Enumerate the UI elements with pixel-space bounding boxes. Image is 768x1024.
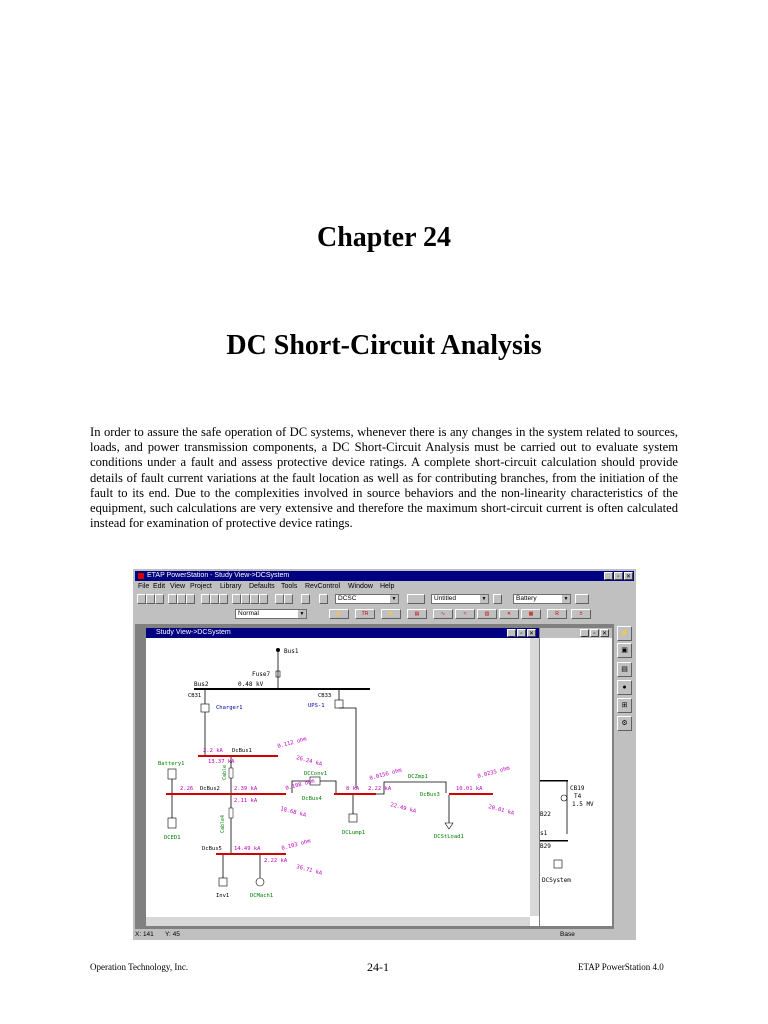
sequence-icon[interactable]: ≈ <box>455 609 475 619</box>
inv1-symbol[interactable] <box>219 878 227 886</box>
dcsystem-symbol[interactable] <box>554 860 562 868</box>
print-icon[interactable] <box>168 594 177 604</box>
right-bus2-bar[interactable] <box>540 840 568 842</box>
bus1-label: Bus1 <box>284 648 299 655</box>
report-manager-icon[interactable]: ▤ <box>407 609 427 619</box>
open-icon[interactable] <box>146 594 155 604</box>
maximize-button[interactable]: ▫ <box>614 572 623 580</box>
child-minimize-button[interactable]: _ <box>507 629 516 637</box>
right-bus-bar[interactable] <box>540 780 568 782</box>
alert-icon[interactable]: TR <box>355 609 375 619</box>
fault-icon[interactable]: ✕ <box>499 609 519 619</box>
study-case-select[interactable] <box>335 594 399 604</box>
study-view-window <box>145 627 540 927</box>
cable-symbol[interactable] <box>229 768 233 778</box>
menu-bar <box>135 582 634 592</box>
text-icon[interactable] <box>301 594 310 604</box>
pan-icon[interactable] <box>232 594 241 604</box>
help-icon[interactable] <box>319 594 328 604</box>
dcbus4-i3: 22.49 kA <box>389 802 417 815</box>
dcstload1-label: DCStLoad1 <box>434 834 464 840</box>
menu-file[interactable]: File <box>138 583 150 590</box>
status-base: Base <box>560 931 575 938</box>
dcbus5-label: DcBus5 <box>202 846 222 852</box>
dcbus3-i2: 20.01 kA <box>487 804 515 817</box>
dcbus2-i1: 2.26 <box>180 786 194 792</box>
study-view-vertical-scrollbar[interactable] <box>530 638 539 916</box>
dcbus1-i3: 26.24 kA <box>295 755 323 768</box>
chevron-down-icon: ▼ <box>481 596 487 602</box>
cable4-symbol[interactable] <box>229 808 233 818</box>
dcmach1-symbol[interactable] <box>256 878 264 886</box>
dcbus4-i1: 8 kA <box>346 786 360 792</box>
right-t4-mva: 1.5 MV <box>572 801 594 808</box>
study-view-title-bar <box>146 628 539 638</box>
device-check-icon[interactable]: ▦ <box>521 609 541 619</box>
minimize-button[interactable]: _ <box>604 572 613 580</box>
chevron-down-icon: ▼ <box>299 611 305 617</box>
dcbus2-i4: 18.68 kA <box>279 806 307 819</box>
battery-value: Battery <box>516 595 537 602</box>
study-case-value: DCSC <box>338 595 357 602</box>
plot-icon[interactable]: ∿ <box>433 609 453 619</box>
new-icon[interactable] <box>137 594 146 604</box>
dcbus4-bar[interactable] <box>334 793 376 795</box>
dcstload1-symbol[interactable] <box>445 823 453 829</box>
config-select[interactable] <box>431 594 489 604</box>
stop-icon[interactable]: ● <box>617 680 632 695</box>
check-icon[interactable] <box>284 594 293 604</box>
right-s1-label: s1 <box>540 830 548 837</box>
dcbus2-z: 0.108 ohm <box>284 778 316 792</box>
battery-edit-icon[interactable] <box>575 594 589 604</box>
app-icon <box>138 573 144 579</box>
study-view-title: Study View->DCSystem <box>156 629 231 636</box>
dcbus4-z: 0.0156 ohm <box>368 767 403 782</box>
config-edit-icon[interactable] <box>493 594 502 604</box>
menu-tools[interactable]: Tools <box>281 583 298 590</box>
zoom-report-icon[interactable]: ± <box>571 609 591 619</box>
menu-defaults[interactable]: Defaults <box>249 583 275 590</box>
app-title-bar <box>135 571 634 581</box>
close-button[interactable]: ✕ <box>625 574 632 580</box>
secondary-maximize-button[interactable]: ▫ <box>590 629 599 637</box>
dcbus3-bar[interactable] <box>449 793 493 795</box>
config-icon[interactable]: ⚙ <box>617 716 632 731</box>
etap-screenshot-window <box>133 569 636 940</box>
dcbus3-label: DcBus3 <box>420 792 440 798</box>
paste-icon[interactable] <box>219 594 228 604</box>
dcbus5-i3: 36.71 kA <box>295 864 323 877</box>
status-y: Y: 45 <box>165 931 180 938</box>
dced1-symbol[interactable] <box>168 818 176 828</box>
cut-icon[interactable] <box>201 594 210 604</box>
chapter-title: DC Short-Circuit Analysis <box>226 330 542 361</box>
element-palette <box>615 624 634 929</box>
secondary-minimize-button[interactable]: _ <box>580 629 589 637</box>
status-x: X: 141 <box>135 931 154 938</box>
dcbus1-bar[interactable] <box>198 755 278 757</box>
menu-view[interactable]: View <box>170 583 186 590</box>
dcbus4-label: DcBus4 <box>302 796 322 802</box>
child-maximize-button[interactable]: ▫ <box>517 629 526 637</box>
ups1-symbol[interactable] <box>335 700 343 708</box>
dced1-label: DCED1 <box>164 835 181 841</box>
dcconv1-label: DCConv1 <box>304 771 328 777</box>
dcbus1-label: DcBus1 <box>232 748 252 754</box>
grid-icon[interactable] <box>275 594 284 604</box>
dcbus5-z: 0.103 ohm <box>280 838 312 852</box>
lightning-icon[interactable]: ⚡ <box>617 626 632 641</box>
ups-output-line <box>339 708 356 788</box>
run-dcsc-icon[interactable]: ⚡ <box>329 609 349 619</box>
chevron-down-icon: ▼ <box>563 596 569 602</box>
bus2-label: Bus2 <box>194 681 209 688</box>
menu-revcontrol[interactable]: RevControl <box>305 583 341 590</box>
right-cb19-label: CB19 <box>570 785 585 792</box>
right-b29-label: B29 <box>540 843 551 850</box>
secondary-view-title-bar <box>540 628 612 638</box>
menu-help[interactable]: Help <box>380 583 395 590</box>
copy-icon[interactable] <box>210 594 219 604</box>
mdi-workspace <box>135 624 614 929</box>
intro-paragraph: In order to assure the safe operation of DC systems, whenever there is any changes in the system related to sources, loads, and power transmission components, a DC Short-Circuit Analysis must be carried out to evaluate system conditions under a fault and assess protective device ratings. A complete short-circuit calculation should provide details of fault current variations at the fault location as well as for contributing branches, from the initiation of the fault to its end. Due to the complexities involved in source behaviors and the non-linearity characteristics of the equipment, such calculations are very extensive and therefore the maximum short-circuit current is often calculated instead for examination of protective device ratings. <box>90 425 678 531</box>
right-b22-label: B22 <box>540 811 551 818</box>
inv1-label: Inv1 <box>216 893 230 899</box>
dcbus5-bar[interactable] <box>216 853 286 855</box>
dcbus1-i1: 2.2 kA <box>203 748 223 754</box>
charger1-label: Charger1 <box>216 705 243 711</box>
dcbus2-label: DcBus2 <box>200 786 220 792</box>
status-bar <box>135 930 634 939</box>
bus2-kv-label: 0.48 kV <box>238 681 264 688</box>
ups1-label: UPS-1 <box>308 703 325 709</box>
zoom-fit-icon[interactable] <box>259 594 268 604</box>
fuse7-label: Fuse7 <box>252 671 271 678</box>
study-case-edit-icon[interactable] <box>407 594 425 604</box>
battery1-label: Battery1 <box>158 761 185 767</box>
chapter-heading: Chapter 24 <box>316 222 452 253</box>
battery1-symbol[interactable] <box>168 769 176 779</box>
transformer-t4-symbol[interactable] <box>561 795 567 801</box>
dcmach1-label: DCMach1 <box>250 893 274 899</box>
menu-project[interactable]: Project <box>190 583 212 590</box>
composite-icon[interactable]: ▤ <box>617 662 632 677</box>
dcbus1-i2: 13.37 kA <box>208 759 235 765</box>
output-icon[interactable]: ▥ <box>477 609 497 619</box>
child-close-button[interactable]: ✕ <box>528 631 535 637</box>
zoom-out-icon[interactable] <box>250 594 259 604</box>
report-icon[interactable] <box>186 594 195 604</box>
dcbus1-z: 0.112 ohm <box>276 736 308 750</box>
dcconv1-out <box>320 781 336 793</box>
charger1-symbol[interactable] <box>201 704 209 712</box>
study-toolbar <box>135 608 634 621</box>
menu-window[interactable]: Window <box>348 583 373 590</box>
main-toolbar <box>135 593 634 606</box>
secondary-diagram <box>540 638 612 926</box>
secondary-view-window <box>539 627 613 927</box>
text-report-icon[interactable]: R <box>547 609 567 619</box>
save-icon[interactable] <box>155 594 164 604</box>
dcbus2-i3: 2.11 kA <box>234 798 258 804</box>
menu-edit[interactable]: Edit <box>153 583 166 590</box>
footer-company: Operation Technology, Inc. <box>90 962 189 972</box>
display-options-icon[interactable]: ⚡ <box>381 609 401 619</box>
mode-value: Normal <box>238 610 259 617</box>
footer-page-number: 24-1 <box>367 960 389 974</box>
dcbus2-bar[interactable] <box>166 793 286 795</box>
monitor-icon[interactable]: ▣ <box>617 643 632 658</box>
chevron-down-icon: ▼ <box>391 596 397 602</box>
dcbus2-i2: 2.39 kA <box>234 786 258 792</box>
cable-label: Cable <box>222 764 228 780</box>
diagram-svg <box>146 638 529 914</box>
menu-library[interactable]: Library <box>220 583 242 590</box>
cb31-label: CB31 <box>188 693 202 699</box>
footer-product: ETAP PowerStation 4.0 <box>578 962 664 972</box>
mode-select[interactable] <box>235 609 307 619</box>
dcbus3-z: 0.0235 ohm <box>476 765 511 780</box>
network-icon[interactable]: ⊞ <box>617 698 632 713</box>
dclump1-symbol[interactable] <box>349 814 357 822</box>
dcbus3-i1: 10.01 kA <box>456 786 483 792</box>
dcbus5-i1: 14.49 kA <box>234 846 261 852</box>
preview-icon[interactable] <box>177 594 186 604</box>
dcbus4-i2: 2.22 kA <box>368 786 392 792</box>
bus1-node[interactable] <box>276 648 280 652</box>
bus2-bar[interactable] <box>194 688 370 690</box>
dcbus5-i2: 2.22 kA <box>264 858 288 864</box>
battery-select[interactable] <box>513 594 571 604</box>
cable4-label: Cable4 <box>220 814 226 833</box>
cb33-label: CB33 <box>318 693 332 699</box>
study-view-horizontal-scrollbar[interactable] <box>146 917 530 926</box>
zoom-in-icon[interactable] <box>241 594 250 604</box>
config-value: Untitled <box>434 595 457 602</box>
app-title: ETAP PowerStation - Study View->DCSystem <box>147 572 290 579</box>
dczmp1-label: DCZmp1 <box>408 774 428 780</box>
one-line-diagram[interactable] <box>146 638 529 914</box>
secondary-close-button[interactable]: ✕ <box>601 631 608 637</box>
right-t4-label: T4 <box>574 793 582 800</box>
right-dcsystem-label: DCSystem <box>542 877 571 884</box>
dclump1-label: DCLump1 <box>342 830 366 836</box>
